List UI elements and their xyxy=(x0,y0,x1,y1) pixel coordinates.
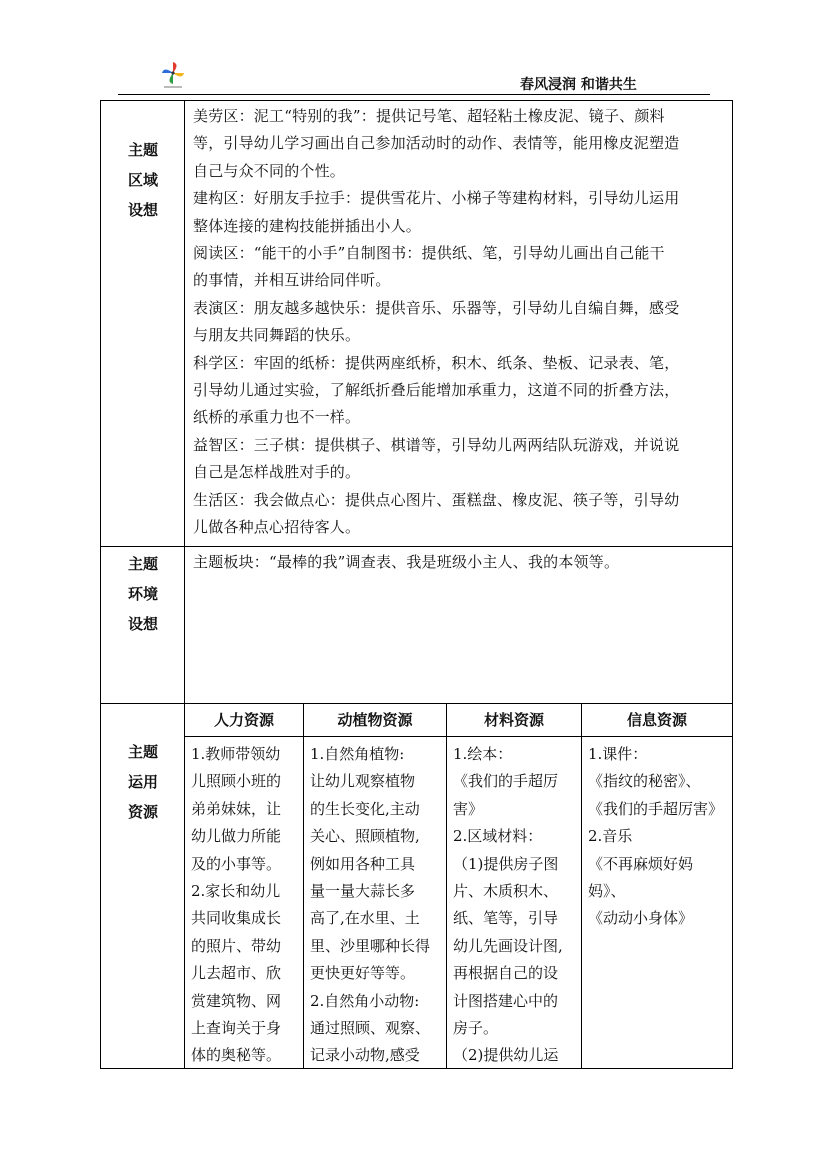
resource-line: 的生长变化,主动 xyxy=(310,799,420,818)
resource-line: 赏建筑物、网 xyxy=(191,991,282,1010)
area-line: 与朋友共同舞蹈的快乐。 xyxy=(193,326,361,345)
header-motto: 春风浸润 和谐共生 xyxy=(520,77,637,93)
environment-label-line-3: 设想 xyxy=(127,615,158,633)
resource-line: 共同收集成长 xyxy=(191,909,282,928)
area-line: 等，引导幼儿学习画出自己参加活动时的动作、表情等，能用橡皮泥塑造 xyxy=(193,134,680,153)
resource-line: 关心、照顾植物, xyxy=(310,827,420,846)
area-row xyxy=(101,101,732,546)
environment-row xyxy=(101,546,732,703)
resource-line: 上查询关于身 xyxy=(191,1019,282,1038)
flora-fauna-resources-cell xyxy=(304,737,447,1068)
area-line: 的事情，并相互讲给同伴听。 xyxy=(193,271,391,290)
resource-line: 害》 xyxy=(453,799,484,818)
area-line: 建构区：好朋友手拉手：提供雪花片、小梯子等建构材料，引导幼儿运用 xyxy=(193,189,680,208)
resource-line: 妈》、 xyxy=(588,882,626,901)
area-line: 纸桥的承重力也不一样。 xyxy=(193,408,361,427)
area-line: 表演区：朋友越多越快乐：提供音乐、乐器等，引导幼儿自编自舞，感受 xyxy=(193,298,680,317)
human-resources-header: 人力资源 xyxy=(185,704,304,737)
material-resources-header: 材料资源 xyxy=(447,704,582,737)
area-label-line-3: 设想 xyxy=(127,201,158,219)
resources-label-line-2: 运用 xyxy=(127,773,158,791)
area-label-line-2: 区域 xyxy=(127,171,158,189)
environment-label-cell xyxy=(101,547,185,703)
information-resources-cell xyxy=(582,737,732,1068)
environment-label-line-1: 主题 xyxy=(127,555,158,573)
area-line: 自己与众不同的个性。 xyxy=(193,161,346,180)
pinwheel-logo-icon xyxy=(160,60,186,90)
area-label-cell xyxy=(101,101,185,546)
resource-line: 《不再麻烦好妈 xyxy=(588,854,694,873)
environment-text: 主题板块：“最棒的我”调查表、我是班级小主人、我的本领等。 xyxy=(193,553,620,571)
resources-label-line-3: 资源 xyxy=(127,803,158,821)
area-content xyxy=(193,103,726,542)
plan-table xyxy=(100,100,733,1069)
resources-label-line-1: 主题 xyxy=(127,743,158,761)
resource-line: 体的奥秘等。 xyxy=(191,1046,282,1065)
resource-line: 纸、笔等，引导 xyxy=(453,909,559,928)
area-line: 阅读区：“能干的小手”自制图书：提供纸、笔，引导幼儿画出自己能干 xyxy=(193,244,665,263)
area-line: 自己是怎样战胜对手的。 xyxy=(193,463,361,482)
environment-label-line-2: 环境 xyxy=(127,585,158,603)
resource-line: 幼儿先画设计图, xyxy=(453,936,563,955)
resource-line: 高了,在水里、土 xyxy=(310,909,420,928)
area-label-line-1: 主题 xyxy=(127,141,158,159)
resource-line: 《指纹的秘密》、 xyxy=(588,772,701,791)
resource-line: 儿照顾小班的 xyxy=(191,772,282,791)
resource-line: 《我们的手超厉 xyxy=(453,772,559,791)
resource-line: 2.音乐 xyxy=(588,827,633,846)
area-line: 益智区：三子棋：提供棋子、棋谱等，引导幼儿两两结队玩游戏，并说说 xyxy=(193,435,680,454)
environment-content xyxy=(193,549,726,576)
resource-line: 的照片、带幼 xyxy=(191,936,282,955)
resource-line: 2.家长和幼儿 xyxy=(191,882,281,901)
resource-line: 让幼儿观察植物 xyxy=(310,772,416,791)
resource-line: 量一量大蒜长多 xyxy=(310,882,416,901)
area-line: 美劳区：泥工“特别的我”：提供记号笔、超轻粘土橡皮泥、镜子、颜料 xyxy=(193,107,665,125)
area-line: 科学区：牢固的纸桥：提供两座纸桥，积木、纸条、垫板、记录表、笔， xyxy=(193,353,680,372)
area-line: 引导幼儿通过实验，了解纸折叠后能增加承重力，这道不同的折叠方法， xyxy=(193,381,680,400)
resource-line: 2.自然角小动物: xyxy=(310,991,420,1010)
information-resources-header: 信息资源 xyxy=(582,704,732,737)
resource-line: 里、沙里哪种长得 xyxy=(310,936,431,955)
resource-line: 通过照顾、观察、 xyxy=(310,1019,431,1038)
resource-line: 1.教师带领幼 xyxy=(191,745,281,763)
resource-line: 记录小动物,感受 xyxy=(310,1046,420,1065)
area-line: 生活区：我会做点心：提供点心图片、蛋糕盘、橡皮泥、筷子等，引导幼 xyxy=(193,490,680,509)
human-resources-cell xyxy=(185,737,304,1068)
resource-line: 《我们的手超厉害》 xyxy=(588,799,724,818)
resources-row xyxy=(101,703,732,1068)
resource-line: 《动动小身体》 xyxy=(588,909,694,928)
resource-line: 房子。 xyxy=(453,1019,499,1038)
resource-line: （1)提供房子图 xyxy=(453,854,559,873)
flora-fauna-resources-header: 动植物资源 xyxy=(304,704,447,737)
resource-line: 儿去超市、欣 xyxy=(191,964,282,983)
resource-line: 幼儿做力所能 xyxy=(191,827,282,846)
resource-line: 1.课件： xyxy=(588,745,648,763)
resource-line: 更快更好等等。 xyxy=(310,964,416,983)
resource-line: 2.区域材料： xyxy=(453,827,543,846)
resource-line: 再根据自己的设 xyxy=(453,964,559,983)
resource-line: 及的小事等。 xyxy=(191,854,282,873)
material-resources-cell xyxy=(447,737,582,1068)
resource-line: 1.绘本： xyxy=(453,745,513,763)
resource-line: 例如用各种工具 xyxy=(310,854,416,873)
resource-line: （2)提供幼儿运 xyxy=(453,1046,559,1065)
area-line: 整体连接的建构技能拼插出小人。 xyxy=(193,216,422,235)
resource-line: 片、木质积木、 xyxy=(453,882,559,901)
resources-label-cell xyxy=(101,704,185,1068)
resource-line: 1.自然角植物: xyxy=(310,745,405,763)
resource-line: 计图搭建心中的 xyxy=(453,991,559,1010)
header-divider xyxy=(118,94,710,95)
area-line: 儿做各种点心招待客人。 xyxy=(193,518,361,537)
resource-line: 弟弟妹妹，让 xyxy=(191,799,282,818)
